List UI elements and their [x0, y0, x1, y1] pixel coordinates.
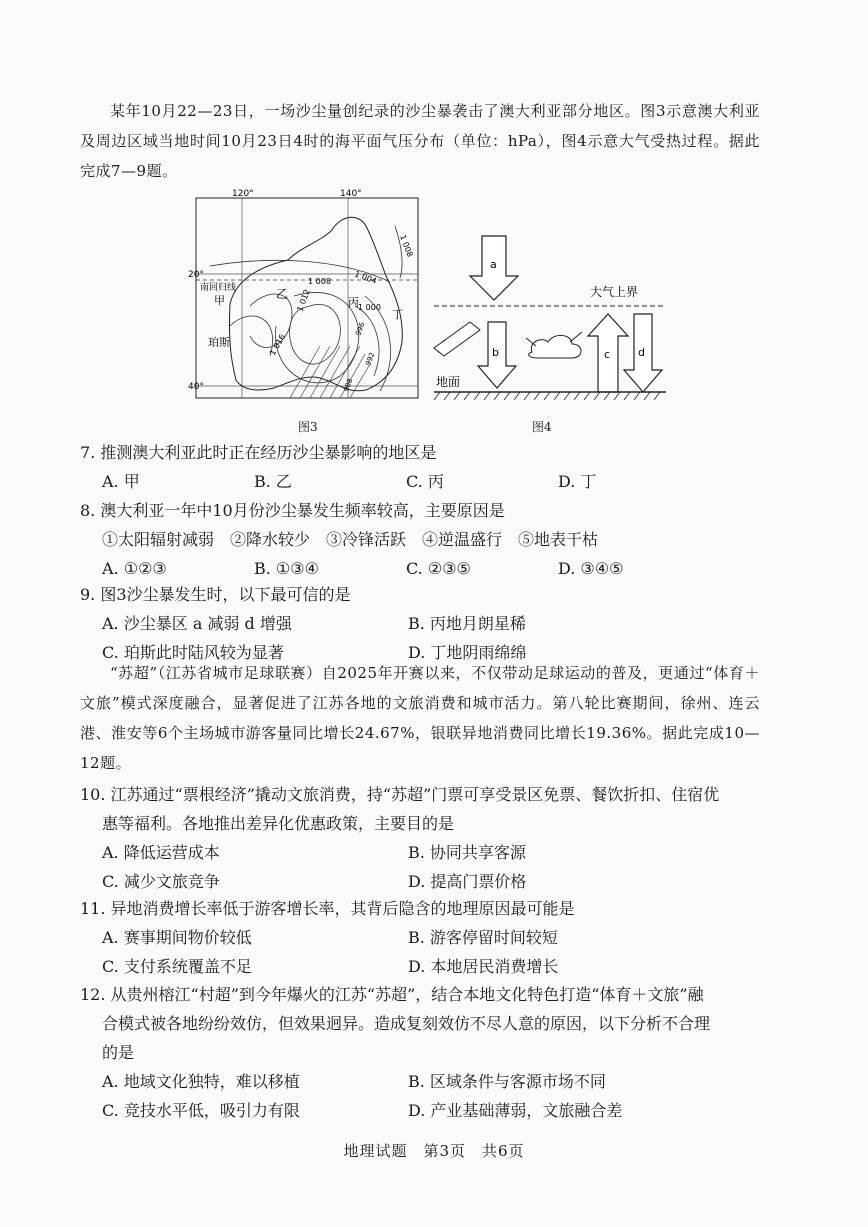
figure-4-caption: 图4	[532, 420, 552, 434]
q8-option-b: B. ①③④	[254, 559, 319, 578]
figure-3-map	[190, 186, 430, 401]
q10-option-b: B. 协同共享客源	[408, 843, 526, 862]
isobar-label-1008-a: 1 008	[308, 277, 331, 286]
question-11-stem: 11. 异地消费增长率低于游客增长率，其背后隐含的地理原因最可能是	[80, 899, 575, 918]
place-jia: 甲	[214, 294, 225, 307]
question-11	[80, 894, 760, 981]
lon-label-120: 120°	[232, 189, 254, 199]
question-10-stem-cont: 惠等福利。各地推出差异化优惠政策，主要目的是	[102, 814, 455, 833]
figure-area	[180, 186, 680, 436]
question-8-stem: 8. 澳大利亚一年中10月份沙尘暴发生频率较高，主要原因是	[80, 501, 505, 520]
q12-option-a: A. 地域文化独特，难以移植	[102, 1072, 300, 1091]
q10-option-a: A. 降低运营成本	[102, 843, 220, 862]
page-footer: 地理试题 第3页 共6页	[343, 1142, 525, 1160]
question-7-stem: 7. 推测澳大利亚此时正在经历沙尘暴影响的地区是	[80, 443, 437, 462]
label-c: c	[604, 348, 611, 361]
q12-option-d: D. 产业基础薄弱，文旅融合差	[408, 1101, 623, 1120]
lat-label-40: 40°	[188, 382, 204, 392]
place-bing: 丙	[348, 296, 359, 309]
q10-option-c: C. 减少文旅竞争	[102, 872, 220, 891]
isobar-label-1012: 1 012	[295, 288, 312, 313]
q11-option-d: D. 本地居民消费增长	[408, 957, 559, 976]
q10-option-d: D. 提高门票价格	[408, 872, 527, 891]
q11-option-c: C. 支付系统覆盖不足	[102, 957, 252, 976]
q7-option-d: D. 丁	[558, 472, 597, 491]
lat-label-20: 20°	[188, 270, 204, 280]
place-yi: 乙	[276, 287, 289, 301]
q12-option-c: C. 竞技水平低，吸引力有限	[102, 1101, 300, 1120]
lon-label-140: 140°	[340, 189, 362, 199]
intro-paragraph-2: “苏超”（江苏省城市足球联赛）自2025年开赛以来，不仅带动足球运动的普及，更通过“体育＋文旅”模式深度融合，显著促进了江苏各地的文旅消费和城市活力。第八轮比赛期间，徐州、连云港、淮安等6个主场城市游客量同比增长24.67%，银联异地消费同比增长19.36%。据此完成10—12题。	[80, 664, 760, 772]
place-perth: 珀斯	[208, 336, 230, 349]
isobar-label-992: 992	[364, 351, 377, 367]
question-10-stem: 10. 江苏通过“票根经济”撬动文旅消费，持“苏超”门票可享受景区免票、餐饮折扣、住宿优	[80, 785, 720, 804]
isobar-label-1008-b: 1 008	[398, 233, 415, 259]
isobar-label-1016: 1 016	[267, 332, 288, 357]
isobar-label-996: 996	[354, 321, 367, 337]
q7-option-a: A. 甲	[102, 472, 140, 491]
label-b: b	[492, 346, 499, 359]
q11-option-a: A. 赛事期间物价较低	[102, 928, 252, 947]
question-9-stem: 9. 图3沙尘暴发生时，以下最可信的是	[80, 585, 351, 604]
q9-option-a: A. 沙尘暴区 a 减弱 d 增强	[102, 614, 292, 633]
figure-3-caption: 图3	[298, 420, 318, 434]
figure-4-diagram	[430, 226, 670, 416]
atmosphere-top-label: 大气上界	[590, 285, 639, 299]
q8-option-d: D. ③④⑤	[558, 559, 624, 578]
q9-option-c: C. 珀斯此时陆风较为显著	[102, 643, 284, 662]
q12-option-b: B. 区域条件与客源市场不同	[408, 1072, 606, 1091]
question-7	[80, 438, 760, 496]
q8-option-c: C. ②③⑤	[406, 559, 471, 578]
q9-option-d: D. 丁地阴雨绵绵	[408, 643, 527, 662]
q7-option-b: B. 乙	[254, 472, 292, 491]
question-12-stem-cont-2: 的是	[102, 1043, 135, 1062]
isobar-label-1004: 1 004	[353, 269, 378, 286]
ground-label: 地面	[436, 375, 461, 389]
isobar-label-1000: 1 000	[358, 303, 381, 312]
question-10	[80, 780, 760, 896]
question-8	[80, 496, 760, 583]
question-12-stem-cont-1: 合模式被各地纷纷效仿，但效果迥异。造成复刻效仿不尽人意的原因，以下分析不合理	[102, 1014, 711, 1033]
label-a: a	[490, 258, 497, 271]
intro-paragraph-1: 某年10月22—23日，一场沙尘量创纪录的沙尘暴袭击了澳大利亚部分地区。图3示意澳大利亚及周边区域当地时间10月23日4时的海平面气压分布（单位：hPa），图4示意大气受热过程。据此完成7—9题。	[80, 102, 760, 180]
place-ding: 丁	[392, 308, 403, 321]
question-12-stem: 12. 从贵州榕江“村超”到今年爆火的江苏“苏超”，结合本地文化特色打造“体育＋文旅”融	[80, 985, 704, 1004]
label-d: d	[638, 346, 645, 359]
question-8-items: ①太阳辐射减弱 ②降水较少 ③冷锋活跃 ④逆温盛行 ⑤地表干枯	[102, 530, 599, 549]
q7-option-c: C. 丙	[406, 472, 444, 491]
question-12	[80, 980, 760, 1125]
q8-option-a: A. ①②③	[102, 559, 167, 578]
tropic-label: 南回归线	[200, 283, 237, 293]
question-9	[80, 580, 760, 667]
q11-option-b: B. 游客停留时间较短	[408, 928, 558, 947]
q9-option-b: B. 丙地月朗星稀	[408, 614, 526, 633]
isobar-label-988: 988	[342, 377, 355, 393]
